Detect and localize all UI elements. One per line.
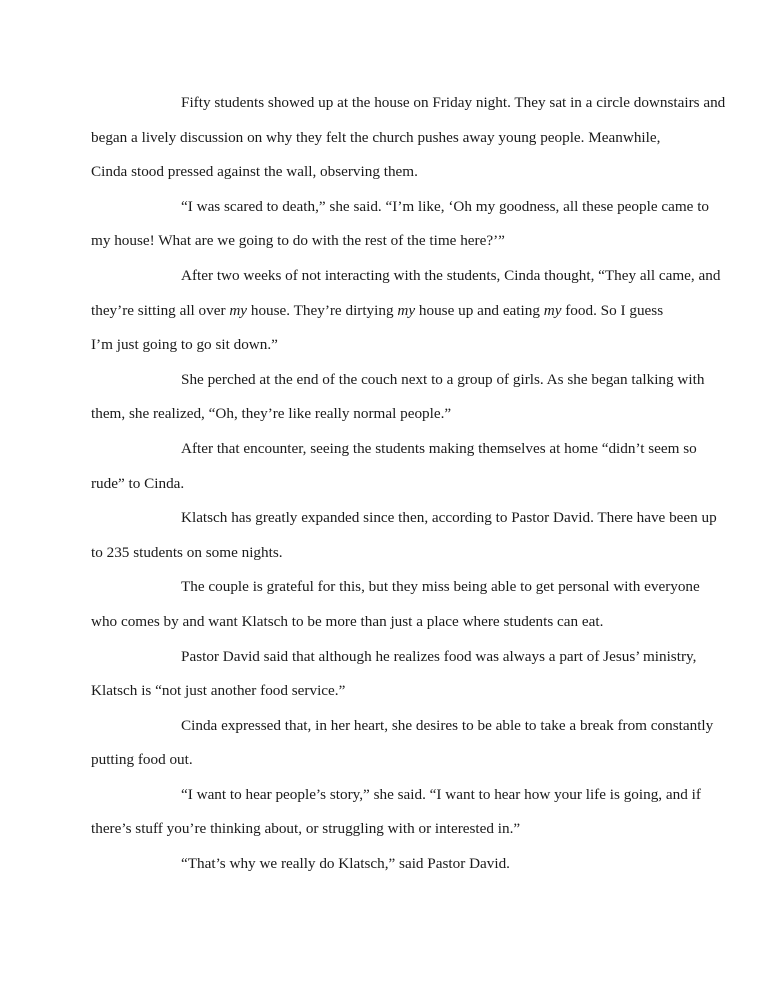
paragraph: [91, 432, 697, 501]
text-line: “I was scared to death,” she said. “I’m like, ‘Oh my goodness, all these people came to: [181, 197, 710, 215]
emphasized-word: my: [229, 301, 248, 319]
paragraph: [91, 190, 710, 259]
text-line: Fifty students showed up at the house on Friday night. They sat in a circle downstairs and: [181, 94, 726, 111]
paragraph: [91, 640, 697, 709]
paragraph: [91, 778, 701, 847]
paragraph: [91, 570, 700, 639]
text-line: them, she realized, “Oh, they’re like really normal people.”: [91, 405, 452, 423]
text-line: “I want to hear people’s story,” she said. “I want to hear how your life is going, and if: [181, 785, 701, 803]
text-line: Cinda expressed that, in her heart, she desires to be able to take a break from constantly: [181, 716, 714, 734]
paragraph: [91, 501, 717, 570]
text-line: began a lively discussion on why they felt the church pushes away young people. Meanwhile,: [91, 128, 661, 146]
paragraph: [91, 709, 714, 778]
paragraph: [91, 847, 691, 882]
text-line: After two weeks of not interacting with the students, Cinda thought, “They all came, and: [181, 266, 721, 284]
text-line: to 235 students on some nights.: [91, 543, 283, 561]
text-line: my house! What are we going to do with the rest of the time here?’”: [91, 232, 505, 250]
text-line: rude” to Cinda.: [91, 474, 185, 492]
paragraph: [91, 363, 705, 432]
text-line: Pastor David said that although he realizes food was always a part of Jesus’ ministry,: [181, 647, 697, 665]
text-line-with-emphasis: they’re sitting all over my house. They’re dirtying my house up and eating my food. So I guess: [91, 301, 664, 319]
paragraph: [91, 86, 726, 190]
text-line: “That’s why we really do Klatsch,” said Pastor David.: [181, 855, 510, 873]
text-line: who comes by and want Klatsch to be more than just a place where students can eat.: [91, 612, 604, 630]
paragraph: [91, 259, 721, 363]
emphasized-word: my: [543, 301, 562, 319]
text-line: Klatsch is “not just another food service.”: [91, 682, 346, 700]
emphasized-word: my: [397, 301, 416, 319]
text-line: putting food out.: [91, 751, 193, 769]
article-body: [91, 86, 726, 882]
text-line: She perched at the end of the couch next to a group of girls. As she began talking with: [181, 370, 705, 388]
text-line: there’s stuff you’re thinking about, or struggling with or interested in.”: [91, 820, 521, 838]
text-line: The couple is grateful for this, but they miss being able to get personal with everyone: [181, 578, 700, 596]
text-line: Klatsch has greatly expanded since then, according to Pastor David. There have been up: [181, 509, 717, 527]
text-line: I’m just going to go sit down.”: [91, 336, 278, 354]
text-line: Cinda stood pressed against the wall, observing them.: [91, 163, 418, 181]
text-line: After that encounter, seeing the students making themselves at home “didn’t seem so: [181, 439, 697, 457]
